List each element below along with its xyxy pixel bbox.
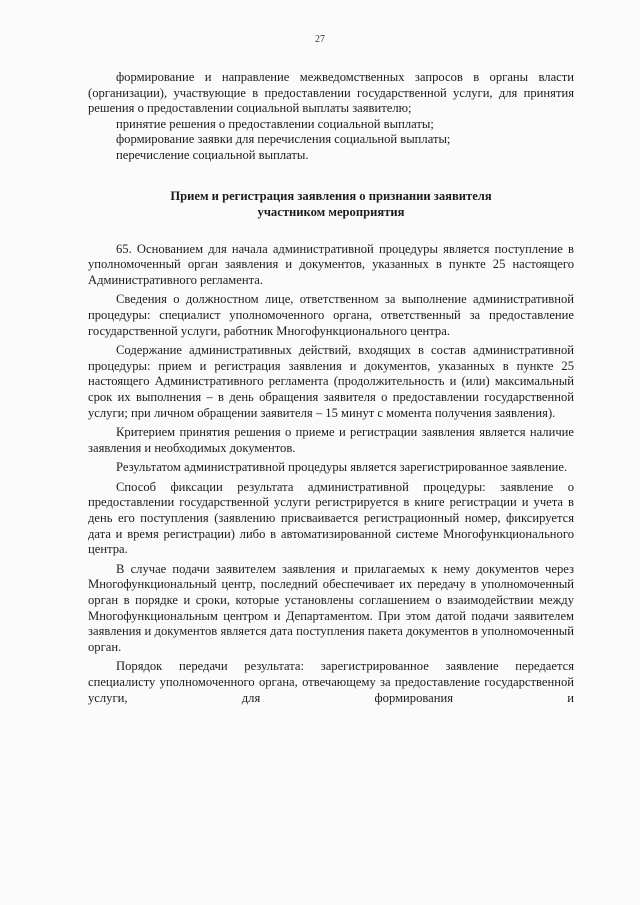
page-body [88,70,574,706]
section-heading [88,188,574,220]
paragraph-responsible-person: Сведения о должностном лице, ответственном за выполнение административной процедуры: специалист уполномоченного органа, ответственный за предоставление государственной услуги, работник Многофункционального центра. [88,292,574,338]
section-heading-line-1: Прием и регистрация заявления о признании заявителя [170,188,492,203]
section-heading-line-2: участником мероприятия [257,204,405,219]
intro-paragraph: формирование и направление межведомственных запросов в органы власти (организации), участвующие в предоставлении государственной услуги, для принятия решения о предоставлении социальной выплаты заявителю; [88,70,574,116]
paragraph-result: Результатом административной процедуры является зарегистрированное заявление. [116,460,568,475]
paragraph-mfc-submission: В случае подачи заявителем заявления и прилагаемых к нему документов через Многофункциональный центр, последний обеспечивает их передачу в уполномоченный орган в порядке и сроки, которые установлены соглашением о взаимодействии между Многофункциональным центром и Департаментом. При этом датой подачи заявителем заявления и документов является дата поступления пакета документов в уполномоченный орган. [88,561,574,654]
paragraph-fixation-method: Способ фиксации результата административной процедуры: заявление о предоставлении государственной услуги регистрируется в книге регистрации и учета в день его поступления (заявлению присваивается регистрационный номер, фиксируется дата и время регистрации) либо в автоматизированной системе Многофункционального центра. [88,479,574,557]
paragraph-actions-content: Содержание административных действий, входящих в состав административной процедуры: прием и регистрация заявления и документов, указанных в пункте 25 настоящего Административного регламента (продолжительность и (или) максимальный срок их выполнения – в день обращения заявителя о предоставлении государственной услуги; при личном обращении заявителя – 15 минут с момента получения заявления). [88,343,574,420]
paragraph-result-transfer: Порядок передачи результата: зарегистрированное заявление передается специалисту уполномоченного органа, отвечающему за предоставление государственной услуги, для формирования и [88,659,574,705]
list-item: формирование заявки для перечисления социальной выплаты; [116,132,451,147]
list-item: принятие решения о предоставлении социальной выплаты; [116,116,434,131]
list-item: перечисление социальной выплаты. [116,147,309,162]
page-number: 27 [315,34,325,45]
paragraph-65: 65. Основанием для начала административной процедуры является поступление в уполномоченный орган заявления и документов, указанных в пункте 25 настоящего Административного регламента. [88,241,574,287]
paragraph-decision-criteria: Критерием принятия решения о приеме и регистрации заявления является наличие заявления и необходимых документов. [88,425,574,455]
